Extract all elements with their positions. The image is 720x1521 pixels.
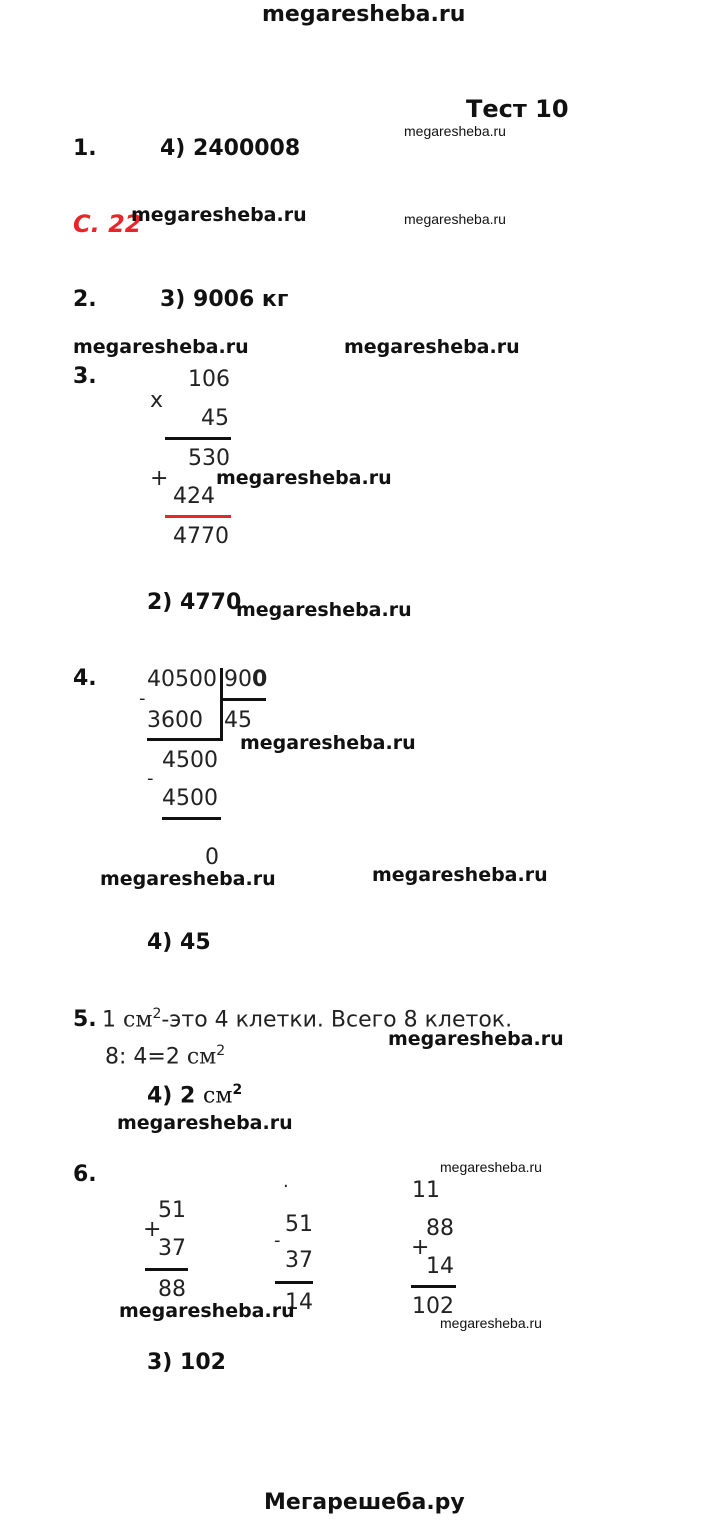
watermark: megaresheba.ru xyxy=(388,1028,564,1050)
plus-sign: + xyxy=(150,466,169,491)
underline xyxy=(165,437,231,440)
watermark: megaresheba.ru xyxy=(404,123,506,139)
remainder-1: 4500 xyxy=(162,748,218,773)
site-footer: Мегарешеба.ру xyxy=(264,1490,465,1515)
watermark: megaresheba.ru xyxy=(131,204,307,226)
product: 4770 xyxy=(173,524,229,549)
task-4-label: 4. xyxy=(73,666,97,691)
dot-mark: · xyxy=(283,1176,289,1197)
site-header: megaresheba.ru xyxy=(262,2,466,27)
plus-sign: + xyxy=(143,1217,162,1242)
underline xyxy=(162,817,221,820)
sub-a: 51 xyxy=(285,1212,313,1237)
watermark: megaresheba.ru xyxy=(372,864,548,886)
sub-result: 14 xyxy=(285,1290,313,1315)
underline xyxy=(147,738,223,741)
add-1-b: 37 xyxy=(158,1236,186,1261)
task-5-line-2: 8: 4=2 $см^2$ xyxy=(105,1043,226,1070)
divisor: 900 xyxy=(224,667,268,692)
watermark: megaresheba.ru xyxy=(404,211,506,227)
factor-2: 45 xyxy=(201,406,229,431)
watermark: megaresheba.ru xyxy=(344,336,520,358)
watermark: megaresheba.ru xyxy=(236,599,412,621)
watermark: megaresheba.ru xyxy=(119,1300,295,1322)
watermark: megaresheba.ru xyxy=(440,1315,542,1331)
subtrahend-2: 4500 xyxy=(162,786,218,811)
page-title: Тест 10 xyxy=(466,95,569,123)
task-5-label: 5. xyxy=(73,1007,97,1032)
underline xyxy=(145,1268,188,1271)
red-underline xyxy=(165,515,231,518)
task-6-label: 6. xyxy=(73,1162,97,1187)
factor-1: 106 xyxy=(188,367,230,392)
partial-product-1: 530 xyxy=(188,446,230,471)
add-1-result: 88 xyxy=(158,1277,186,1302)
minus-sign: - xyxy=(147,768,154,789)
task-5-line-1: 1 $см^2$-это 4 клетки. Всего 8 клеток. xyxy=(102,1006,513,1033)
subtrahend-1: 3600 xyxy=(147,708,203,733)
add-2-result: 102 xyxy=(412,1294,454,1319)
task-3-label: 3. xyxy=(73,364,97,389)
watermark: megaresheba.ru xyxy=(440,1159,542,1175)
watermark: megaresheba.ru xyxy=(216,467,392,489)
add-1-a: 51 xyxy=(158,1198,186,1223)
task-1-answer: 4) 2400008 xyxy=(160,136,301,161)
carry-digits: 11 xyxy=(412,1178,440,1203)
quotient: 45 xyxy=(224,708,252,733)
add-2-b: 14 xyxy=(426,1254,454,1279)
underline xyxy=(411,1285,456,1288)
multiply-sign: x xyxy=(150,388,164,413)
watermark: megaresheba.ru xyxy=(100,868,276,890)
page-ref: С. 22 xyxy=(73,210,142,238)
add-2-a: 88 xyxy=(426,1216,454,1241)
partial-product-2: 424 xyxy=(173,484,215,509)
task-6-answer: 3) 102 xyxy=(147,1350,226,1375)
division-result: 0 xyxy=(205,845,219,870)
task-2-answer: 3) 9006 кг xyxy=(160,287,289,312)
task-2-label: 2. xyxy=(73,287,97,312)
sub-b: 37 xyxy=(285,1248,313,1273)
task-3-answer: 2) 4770 xyxy=(147,590,242,615)
minus-sign: - xyxy=(139,688,146,709)
watermark: megaresheba.ru xyxy=(240,732,416,754)
task-4-answer: 4) 45 xyxy=(147,930,211,955)
minus-sign: - xyxy=(274,1230,281,1251)
watermark: megaresheba.ru xyxy=(117,1112,293,1134)
task-5-answer: 4) 2 $см^2$ xyxy=(147,1082,243,1109)
watermark: megaresheba.ru xyxy=(73,336,249,358)
plus-sign: + xyxy=(411,1235,430,1260)
dividend: 40500 xyxy=(147,667,217,692)
underline xyxy=(275,1281,313,1284)
division-bar xyxy=(220,668,223,740)
divisor-underline xyxy=(220,698,266,701)
task-1-label: 1. xyxy=(73,136,97,161)
